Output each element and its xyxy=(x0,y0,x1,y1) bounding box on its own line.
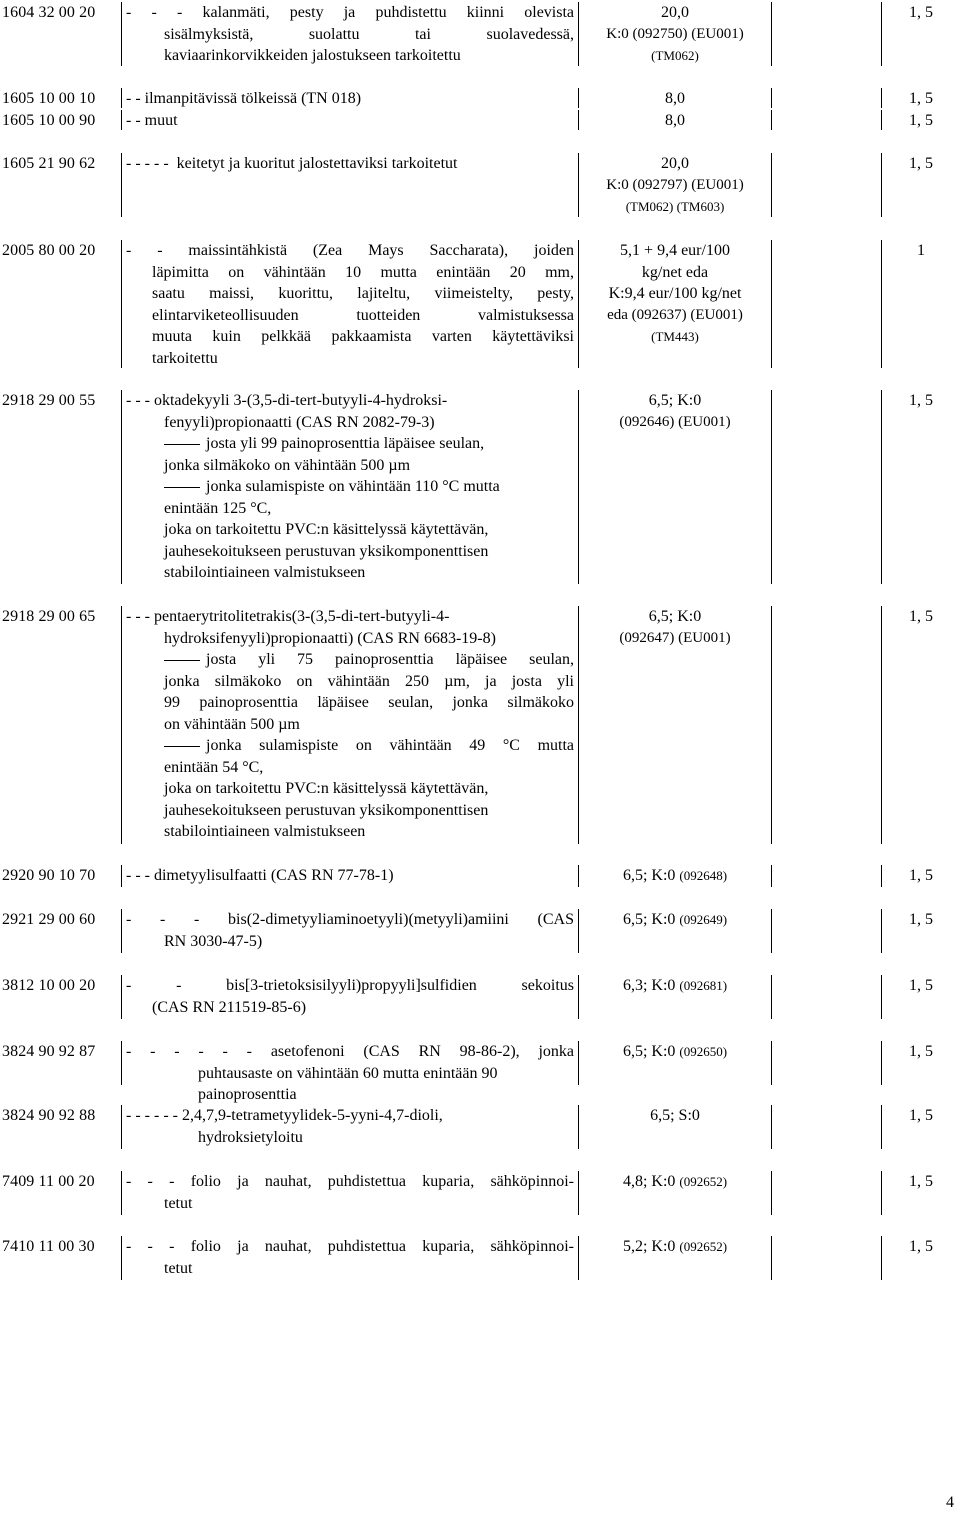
duty-rate: 6,5; K:0 (092650) xyxy=(622,1043,728,1060)
tariff-code: 7409 11 00 20 xyxy=(2,1173,95,1190)
duty-rate: 6,5; K:0 (092646) (EU001) xyxy=(619,392,731,430)
tariff-code: 2921 29 00 60 xyxy=(2,911,96,928)
description: - - - - - - 2,4,7,9-tetrametyylidek-5-yyni-4,7-dioli, hydroksietyloitu xyxy=(126,1107,443,1146)
duty-rate: 20,0 K:0 (092797) (EU001) (TM062) (TM603) xyxy=(606,155,744,214)
description: - - muut xyxy=(126,112,178,129)
description: - - - folio ja nauhat, puhdistettua kuparia, sähköpinnoi- tetut xyxy=(126,1173,574,1212)
tariff-code: 2920 90 10 70 xyxy=(2,867,96,884)
percentage: 1, 5 xyxy=(909,90,933,107)
tariff-code: 3824 90 92 88 xyxy=(2,1107,96,1124)
duty-rate: 4,8; K:0 (092652) xyxy=(622,1173,728,1190)
tariff-code: 3812 10 00 20 xyxy=(2,977,96,994)
tariff-code: 2918 29 00 65 xyxy=(2,608,96,625)
duty-rate: 6,5; S:0 xyxy=(650,1107,700,1124)
percentage: 1, 5 xyxy=(909,911,933,928)
percentage: 1, 5 xyxy=(909,1043,933,1060)
description: - - maissintähkistä (Zea Mays Saccharata), joiden läpimitta on vähintään 10 mutta enintään 20 mm, saatu maissi, kuorittu, lajiteltu, viimeistelty, pesty, elintarviketeollisuuden tuotteiden valmistuksessa muuta kuin pelkkää pakkaamista varten käytettäviksi tarkoitettu xyxy=(126,242,575,367)
tariff-code: 3824 90 92 87 xyxy=(2,1043,96,1060)
tariff-code: 2918 29 00 55 xyxy=(2,392,96,409)
percentage: 1, 5 xyxy=(909,608,933,625)
duty-rate: 8,0 xyxy=(665,90,685,107)
duty-rate: 6,5; K:0 (092649) xyxy=(622,911,728,928)
percentage: 1, 5 xyxy=(909,112,933,129)
percentage: 1, 5 xyxy=(909,4,933,21)
description: - - - oktadekyyli 3-(3,5-di-tert-butyyli-4-hydroksi- fenyyli)propionaatti (CAS RN 2082-79-3) josta yli 99 painoprosenttia läpäisee seulan, jonka silmäkoko on vähintään 500 µm jonka sulamispiste on vähintään 110 °C mutta enintään 125 °C, joka on tarkoitettu PVC:n käsittelyssä käytettävän, jauhesekoitukseen perustuvan yksikomponenttisen stabilointiaineen valmistukseen xyxy=(126,392,500,581)
duty-rate: 8,0 xyxy=(665,112,685,129)
description: - - - kalanmäti, pesty ja puhdistettu kiinni olevista sisälmyksistä, suolattu tai suolavedessä, kaviaarinkorvikkeiden jalostukseen tarkoitettu xyxy=(126,4,575,64)
percentage: 1, 5 xyxy=(909,392,933,409)
percentage: 1, 5 xyxy=(909,977,933,994)
duty-rate: 5,1 + 9,4 eur/100 kg/net eda K:9,4 eur/100 kg/net eda (092637) (EU001) (TM443) xyxy=(607,242,743,344)
description: - - - - - keitetyt ja kuoritut jalostettaviksi tarkoitetut xyxy=(126,155,458,172)
description: - - - bis(2-dimetyyliaminoetyyli)(metyyli)amiini (CAS RN 3030-47-5) xyxy=(126,911,574,950)
tariff-code: 7410 11 00 30 xyxy=(2,1238,95,1255)
duty-rate: 20,0 K:0 (092750) (EU001) (TM062) xyxy=(606,4,744,63)
percentage: 1, 5 xyxy=(909,867,933,884)
description: - - - - - - asetofenoni (CAS RN 98-86-2), jonka puhtausaste on vähintään 60 mutta enintään 90 painoprosenttia xyxy=(126,1043,574,1103)
duty-rate: 5,2; K:0 (092652) xyxy=(622,1238,728,1255)
percentage: 1, 5 xyxy=(909,155,933,172)
description: - - bis[3-trietoksisilyyli)propyyli]sulfidien sekoitus (CAS RN 211519-85-6) xyxy=(126,977,574,1016)
percentage: 1, 5 xyxy=(909,1107,933,1124)
description: - - ilmanpitävissä tölkeissä (TN 018) xyxy=(126,90,362,107)
page-number: 4 xyxy=(946,1494,954,1511)
tariff-code: 1605 21 90 62 xyxy=(2,155,96,172)
percentage: 1 xyxy=(917,242,925,259)
duty-rate: 6,5; K:0 (092648) xyxy=(622,867,728,884)
description: - - - folio ja nauhat, puhdistettua kuparia, sähköpinnoi- tetut xyxy=(126,1238,574,1277)
tariff-code: 1605 10 00 90 xyxy=(2,112,96,129)
tariff-code: 1604 32 00 20 xyxy=(2,4,96,21)
description: - - - pentaerytritolitetrakis(3-(3,5-di-tert-butyyli-4- hydroksifenyyli)propionaatti) (CAS RN 6683-19-8) josta yli 75 painoprosenttia läpäisee seulan, jonka silmäkoko on vähintään 250 µm, ja josta yli 99 painoprosenttia läpäisee seulan, jonka silmäkoko on vähintään 500 µm jonka sulamispiste on vähintään 49 °C mutta enintään 54 °C, joka on tarkoitettu PVC:n käsittelyssä käytettävän, jauhesekoitukseen perustuvan yksikomponenttisen stabilointiaineen valmistukseen xyxy=(126,608,574,840)
percentage: 1, 5 xyxy=(909,1173,933,1190)
duty-rate: 6,3; K:0 (092681) xyxy=(622,977,728,994)
tariff-code: 2005 80 00 20 xyxy=(2,242,96,259)
tariff-code: 1605 10 00 10 xyxy=(2,90,96,107)
description: - - - dimetyylisulfaatti (CAS RN 77-78-1) xyxy=(126,867,394,884)
duty-rate: 6,5; K:0 (092647) (EU001) xyxy=(619,608,731,646)
percentage: 1, 5 xyxy=(909,1238,933,1255)
